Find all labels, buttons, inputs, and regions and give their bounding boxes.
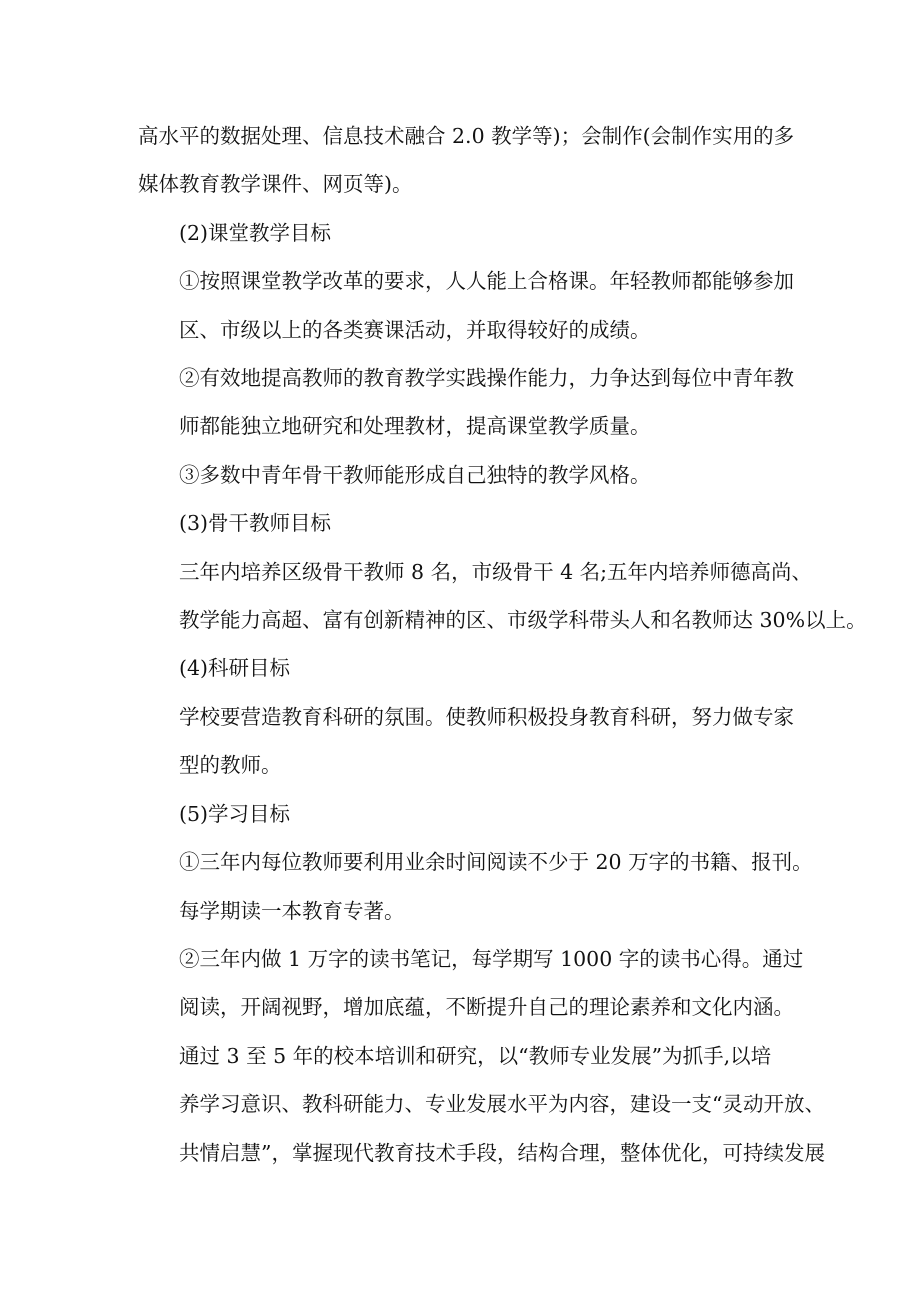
text-line: ③多数中青年骨干教师能形成自己独特的教学风格。 <box>179 462 651 487</box>
paragraph <box>138 1032 825 1177</box>
text-line: 高水平的数据处理、信息技术融合 2.0 教学等)；会制作(会制作实用的多 <box>138 124 795 148</box>
paragraph <box>138 935 804 1032</box>
text-line: 每学期读一本教育专著。 <box>179 898 405 923</box>
text-line: ②有效地提高教师的教育教学实践操作能力，力争达到每位中青年教 <box>179 366 794 391</box>
text-line: 阅读，开阔视野，增加底蕴，不断提升自己的理论素养和文化内涵。 <box>179 995 794 1020</box>
paragraph <box>138 209 784 257</box>
paragraph <box>138 548 867 645</box>
text-line: 教学能力高超、富有创新精神的区、市级学科带头人和名教师达 30%以上。 <box>179 608 867 633</box>
text-line: ①三年内每位教师要利用业余时间阅读不少于 20 万字的书籍、报刊。 <box>179 850 813 875</box>
text-line: ②三年内做 1 万字的读书笔记，每学期写 1000 字的读书心得。通过 <box>179 946 804 971</box>
text-line: 养学习意识、教科研能力、专业发展水平为内容，建设一支“灵动开放、 <box>179 1092 825 1117</box>
text-line: 师都能独立地研究和处理教材，提高课堂教学质量。 <box>179 414 651 439</box>
paragraph <box>138 257 794 354</box>
text-line: 三年内培养区级骨干教师 8 名，市级骨干 4 名;五年内培养师德高尚、 <box>179 559 813 584</box>
paragraph <box>138 790 784 838</box>
text-line: (2)课堂教学目标 <box>179 220 332 245</box>
paragraph <box>138 499 784 547</box>
text-line: 共情启慧”，掌握现代教育技术手段，结构合理，整体优化，可持续发展 <box>179 1140 825 1165</box>
paragraph <box>138 838 813 935</box>
text-line: (5)学习目标 <box>179 801 291 826</box>
text-line: 学校要营造教育科研的氛围。使教师积极投身教育科研，努力做专家 <box>179 704 794 729</box>
document-page <box>138 112 867 1177</box>
text-line: (3)骨干教师目标 <box>179 511 332 536</box>
text-line: (4)科研目标 <box>179 656 291 681</box>
text-line: 区、市级以上的各类赛课活动，并取得较好的成绩。 <box>179 317 651 342</box>
paragraph <box>138 644 784 692</box>
text-line: ①按照课堂教学改革的要求，人人能上合格课。年轻教师都能够参加 <box>179 269 794 294</box>
paragraph <box>138 354 794 451</box>
paragraph <box>138 112 795 209</box>
paragraph <box>138 693 794 790</box>
text-line: 通过 3 至 5 年的校本培训和研究，以“教师专业发展”为抓手,以培 <box>179 1043 772 1068</box>
text-line: 媒体教育教学课件、网页等)。 <box>138 172 413 197</box>
paragraph <box>138 451 784 499</box>
text-line: 型的教师。 <box>179 753 282 778</box>
